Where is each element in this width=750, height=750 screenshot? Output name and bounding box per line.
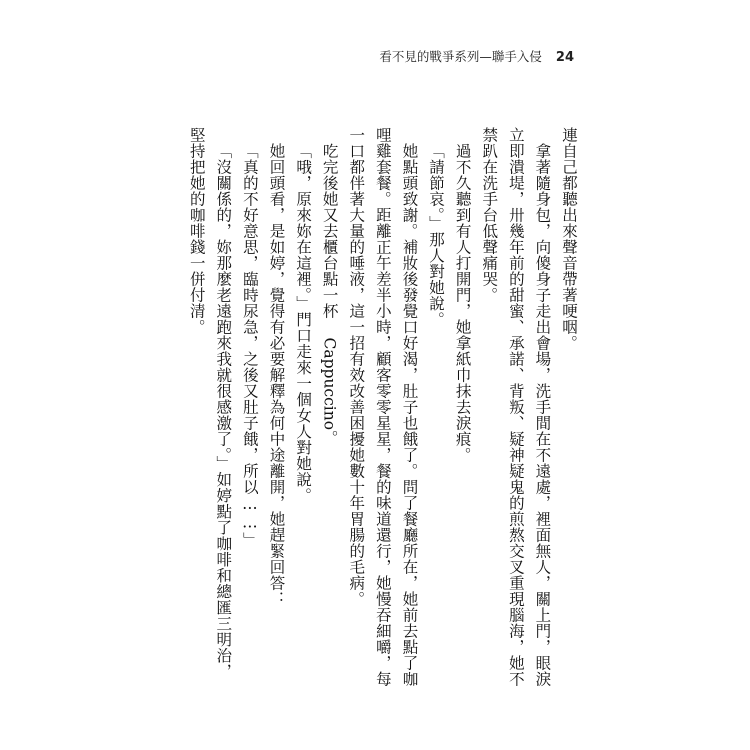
paragraph-5: 她點頭致謝。補妝後發覺口好渴，肚子也餓了。問了餐廳所在，她前去點了咖哩雞套餐。距離正午差半小時，顧客零零星星，餐的味道還行，她慢吞細嚼，每一口都伴著大量的唾液，這一招有效改善困擾她數十年胃腸的毛病。: [347, 127, 419, 687]
paragraph-3: 過不久聽到有人打開門，她拿紙巾抹去淚痕。: [453, 142, 472, 463]
paragraph-1: 連自己都聽出來聲音帶著哽咽。: [560, 127, 578, 351]
paragraph-7: 「哦，原來妳在這裡。」門口走來一個女人對她說。: [294, 142, 313, 503]
paragraph-6-latin-word: Cappuccino: [320, 337, 339, 430]
paragraph-6-text-before: 吃完後她又去櫃台點一杯: [320, 142, 339, 337]
paragraph-4: 「請節哀。」那人對她說。: [427, 142, 446, 327]
running-header: [379, 47, 574, 65]
paragraph-2: 拿著隨身包，向傻身子走出會場，洗手間在不遠處，裡面無人，關上門，眼淚立即潰堤，卅幾年前的甜蜜、承諾、背叛、疑神疑鬼的煎熬交叉重現腦海，她不禁趴在洗手台低聲痛哭。: [480, 127, 552, 687]
paragraph-10: 「沒關係的，妳那麼老遠跑來我就很感激了。」如婷點了咖啡和總匯三明治，堅持把她的咖啡錢一併付清。: [187, 127, 233, 679]
paragraph-8: 她回頭看，是如婷，覺得有必要解釋為何中途離開，她趕緊回答：: [267, 142, 286, 607]
paragraph-9: 「真的不好意思，臨時尿急，之後又肚子餓，所以……」: [240, 142, 259, 548]
body-text: [172, 127, 582, 687]
running-title: 看不見的戰爭系列—聯手入侵: [379, 49, 542, 64]
page-number: 24: [555, 50, 574, 65]
paragraph-6: [316, 127, 343, 687]
paragraph-6-text-after: 。: [320, 429, 339, 446]
